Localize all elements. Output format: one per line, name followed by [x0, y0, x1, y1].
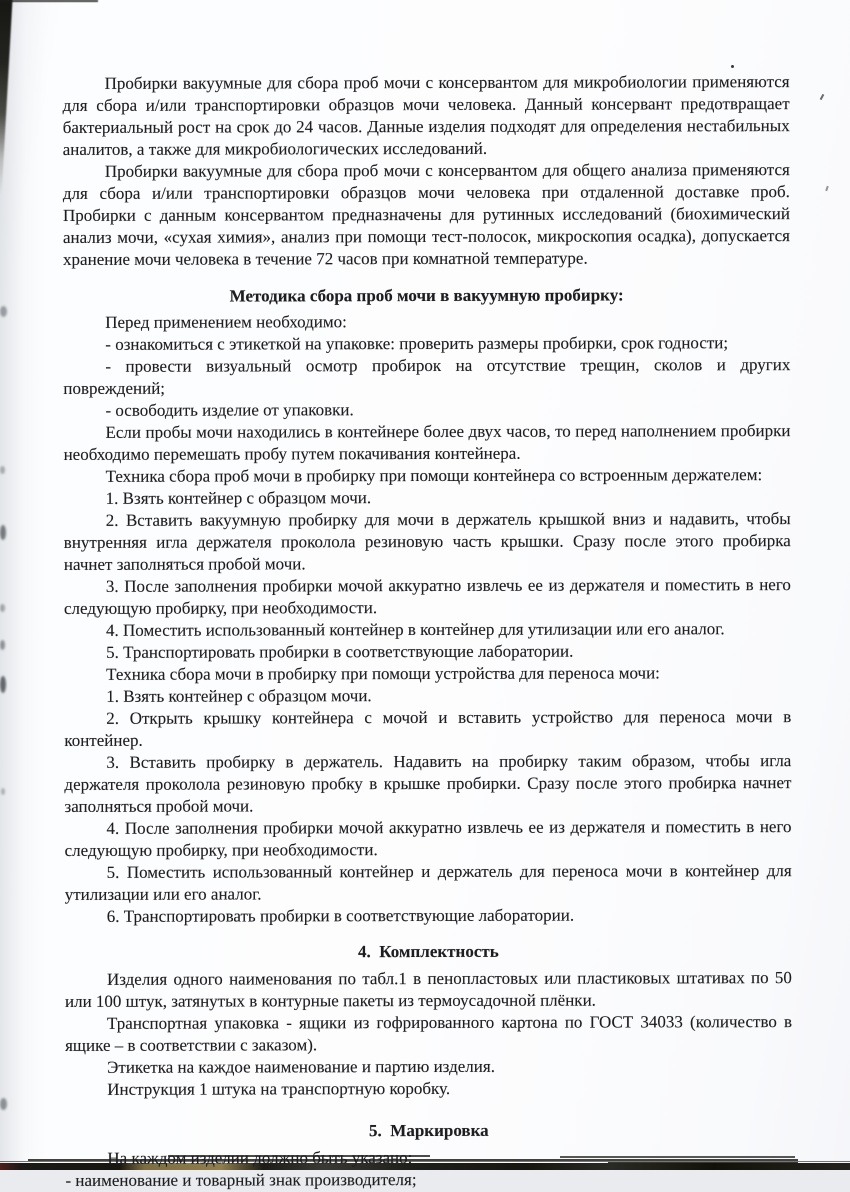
scan-edge-artifact-top-left [0, 0, 13, 196]
paragraph-intro-microbiology: Пробирки вакуумные для сбора проб мочи с консервантом для микробиологии применяются для сбора и/или транспортировки образцов мочи человека. Данный консервант предотвращает бактериальный рост на срок до 24 часов. Данные изделия подходят для определения нестабильных аналитов, а также для микробиологических исследований. [62, 72, 790, 159]
document-body [63, 59, 793, 1192]
step-3-insert-tube-holder: 3. Вставить пробирку в держатель. Надавить на пробирку таким образом, чтобы игла держателя проколола резиновую пробку в крышке пробирки. Сразу после этого пробирка начнет заполняться пробой мочи. [64, 751, 792, 816]
scan-edge-artifact-top-line [0, 0, 98, 2]
scan-smudge [0, 640, 5, 650]
list-item-unpack: - освободить изделие от упаковки. [105, 400, 354, 420]
step-2-insert-tube: 2. Вставить вакуумную пробирку для мочи в держатель крышкой вниз и надавить, чтобы внутренняя игла держателя проколола резиновую часть крышки. Сразу после этого пробирка начнет заполняться пробой мочи. [63, 509, 791, 574]
step-4-dispose-container: 4. Поместить использованный контейнер в контейнер для утилизации или его аналог. [105, 619, 725, 640]
step-5-dispose: 5. Поместить использованный контейнер и держатель для переноса мочи в контейнер для утилизации или его аналог. [64, 861, 792, 904]
step-4-remove-tube-2: 4. После заполнения пробирки мочой аккуратно извлечь ее из держателя и поместить в него следующую пробирку, при необходимости. [64, 817, 792, 860]
list-item-visual-inspection: - провести визуальный осмотр пробирок на отсутствие трещин, сколов и других повреждений; [63, 355, 791, 398]
list-item-check-label: - ознакомиться с этикеткой на упаковке: проверить размеры пробирки, срок годности; [105, 333, 729, 354]
step-6-transport: 6. Транспортировать пробирки в соответствующие лаборатории. [106, 905, 575, 926]
paragraph-label-per-batch: Этикетка на каждое наименование и партию изделия. [107, 1056, 495, 1077]
paper-left-shading [0, 0, 46, 1170]
step-1-take-container: 1. Взять контейнер с образцом мочи. [105, 488, 372, 508]
heading-collection-method: Методика сбора проб мочи в вакуумную пробирку: [229, 285, 624, 306]
step-2-open-lid: 2. Открыть крышку контейнера с мочой и вставить устройство для переноса мочи в контейнер. [64, 707, 792, 750]
paragraph-instruction-per-box: Инструкция 1 штука на транспортную коробку. [107, 1078, 451, 1099]
heading-section-4-completeness: 4. Комплектность [357, 941, 499, 962]
list-item-manufacturer-name: - наименование и товарный знак производителя; [65, 1170, 417, 1190]
scan-speck [820, 94, 825, 100]
paragraph-transport-packaging: Транспортная упаковка - ящики из гофрированного картона по ГОСТ 34033 (количество в ящике – в соответствии с заказом). [65, 1012, 793, 1055]
paragraph-packaging-racks: Изделия одного наименования по табл.1 в пенопластовых или пластиковых штативах по 50 или 100 штук, затянутых в контурные пакеты из термоусадочной плёнки. [64, 968, 792, 1011]
paragraph-marking-intro: На каждом изделии должно быть указано: [107, 1148, 413, 1168]
step-1-take-container-2: 1. Взять контейнер с образцом мочи. [106, 686, 372, 706]
step-5-transport: 5. Транспортировать пробирки в соответствующие лаборатории. [106, 641, 574, 662]
scan-smudge [0, 525, 6, 540]
paragraph-intro-general-analysis: Пробирки вакуумные для сбора проб мочи с консервантом для общего анализа применяются для сбора и/или транспортировки образцов мочи человека при отдаленной доставке проб. Пробирки с данным консервантом предназначены для рутинных исследований (биохимический анализ мочи, «сухая химия», анализ при помощи тест-полосок, микроскопия осадка), допускается хранение мочи человека в течение 72 часов при комнатной температуре. [62, 160, 791, 269]
step-3-remove-tube: 3. После заполнения пробирки мочой аккуратно извлечь ее из держателя и поместить в него следующую пробирку, при необходимости. [63, 575, 791, 618]
scan-smudge [0, 306, 7, 317]
scan-smudge [0, 604, 5, 612]
paragraph-technique-built-in-holder: Техника сбора проб мочи в пробирку при помощи контейнера со встроенным держателем: [105, 465, 763, 486]
paragraph-before-use: Перед применением необходимо: [105, 312, 347, 332]
scan-smudge [0, 466, 5, 474]
scan-smudge [1, 788, 5, 795]
paragraph-mix-sample: Если пробы мочи находились в контейнере более двух часов, то перед наполнением пробирки необходимо перемешать пробу путем покачивания контейнера. [63, 421, 791, 464]
paragraph-technique-transfer-device: Техника сбора мочи в пробирку при помощи устройства для переноса мочи: [106, 663, 660, 684]
scan-smudge [0, 676, 6, 693]
scan-smudge [0, 1098, 7, 1110]
heading-section-5-marking: 5. Маркировка [369, 1120, 489, 1141]
scan-speck [825, 186, 829, 191]
